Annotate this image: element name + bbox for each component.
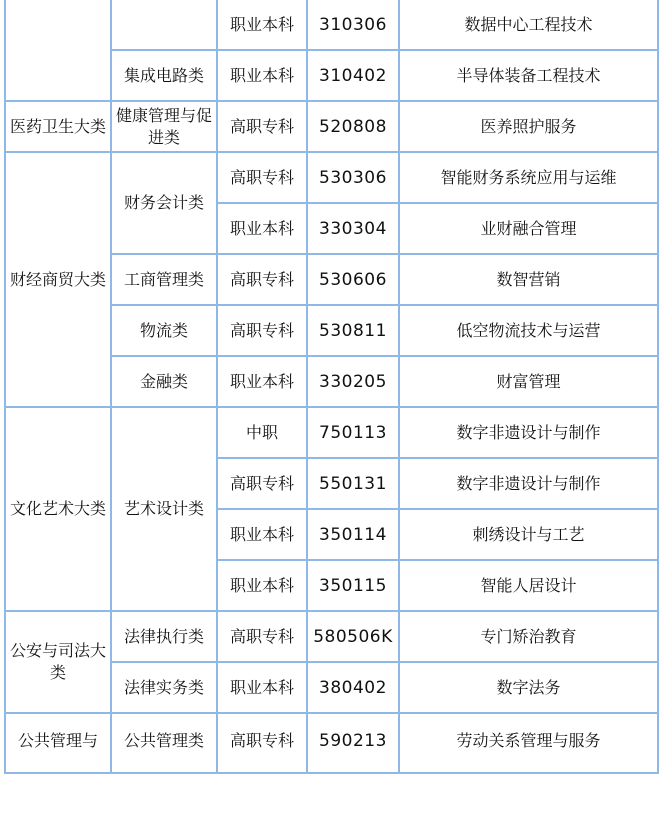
code-cell: 550131 [307,458,399,509]
major-cell: 数字非遗设计与制作 [399,458,658,509]
major-cell: 半导体装备工程技术 [399,50,658,101]
level-cell: 高职专科 [217,101,307,152]
category-cell: 财经商贸大类 [5,152,111,407]
code-cell: 580506K [307,611,399,662]
code-cell: 330304 [307,203,399,254]
subcategory-cell [111,0,217,50]
code-cell: 530606 [307,254,399,305]
major-cell: 数字法务 [399,662,658,713]
table-row [5,407,658,458]
level-cell: 职业本科 [217,203,307,254]
major-cell: 低空物流技术与运营 [399,305,658,356]
level-cell: 高职专科 [217,305,307,356]
level-cell: 高职专科 [217,152,307,203]
level-cell: 高职专科 [217,458,307,509]
level-cell: 职业本科 [217,356,307,407]
table-row [5,0,658,50]
major-cell: 智能财务系统应用与运维 [399,152,658,203]
code-cell: 520808 [307,101,399,152]
level-cell: 职业本科 [217,0,307,50]
code-cell: 530306 [307,152,399,203]
subcategory-cell: 法律执行类 [111,611,217,662]
table-row [5,611,658,662]
category-cell: 公安与司法大类 [5,611,111,713]
subcategory-cell: 公共管理类 [111,713,217,773]
level-cell: 高职专科 [217,611,307,662]
category-cell: 文化艺术大类 [5,407,111,611]
major-cell: 刺绣设计与工艺 [399,509,658,560]
major-cell: 智能人居设计 [399,560,658,611]
subcategory-cell: 物流类 [111,305,217,356]
category-cell: 医药卫生大类 [5,101,111,152]
subcategory-cell: 金融类 [111,356,217,407]
level-cell: 职业本科 [217,509,307,560]
level-cell: 职业本科 [217,50,307,101]
table-row [5,152,658,203]
code-cell: 350115 [307,560,399,611]
major-cell: 专门矫治教育 [399,611,658,662]
level-cell: 高职专科 [217,254,307,305]
subcategory-cell: 艺术设计类 [111,407,217,611]
level-cell: 中职 [217,407,307,458]
code-cell: 310402 [307,50,399,101]
major-cell: 财富管理 [399,356,658,407]
table-row [5,101,658,152]
code-cell: 750113 [307,407,399,458]
subcategory-cell: 集成电路类 [111,50,217,101]
major-cell: 数字非遗设计与制作 [399,407,658,458]
code-cell: 350114 [307,509,399,560]
code-cell: 330205 [307,356,399,407]
table-row [5,713,658,773]
subcategory-cell: 工商管理类 [111,254,217,305]
subcategory-cell: 财务会计类 [111,152,217,254]
code-cell: 310306 [307,0,399,50]
subcategory-cell: 法律实务类 [111,662,217,713]
code-cell: 590213 [307,713,399,773]
code-cell: 530811 [307,305,399,356]
major-cell: 医养照护服务 [399,101,658,152]
category-cell [5,0,111,101]
level-cell: 高职专科 [217,713,307,773]
level-cell: 职业本科 [217,662,307,713]
code-cell: 380402 [307,662,399,713]
major-cell: 数智营销 [399,254,658,305]
category-cell: 公共管理与 [5,713,111,773]
major-cell: 劳动关系管理与服务 [399,713,658,773]
major-cell: 数据中心工程技术 [399,0,658,50]
level-cell: 职业本科 [217,560,307,611]
subcategory-cell: 健康管理与促进类 [111,101,217,152]
major-catalog-table [4,0,659,774]
major-cell: 业财融合管理 [399,203,658,254]
